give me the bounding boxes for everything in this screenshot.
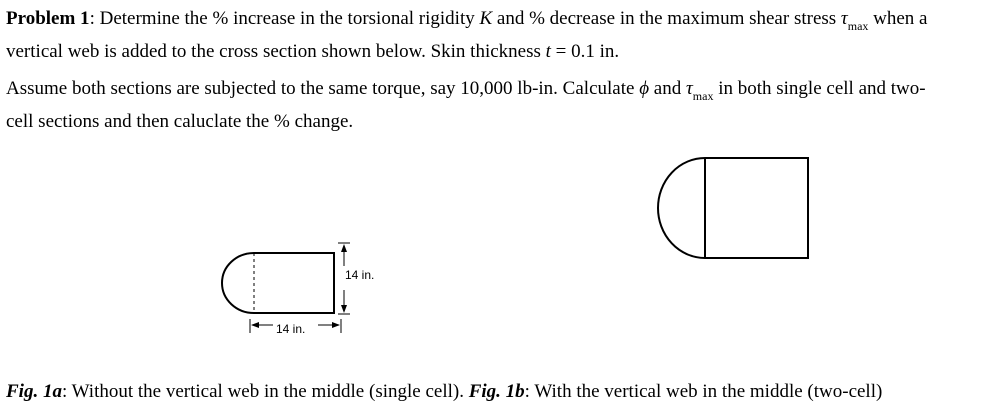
problem-text-2: and % decrease in the maximum shear stress xyxy=(492,8,841,29)
assume-text-4: cell sections and then caluclate the % change. xyxy=(6,111,354,132)
symbol-tau-2-subscript: max xyxy=(692,89,714,103)
fig-1a-height-label: 14 in. xyxy=(345,268,375,282)
problem-text-5: = 0.1 in. xyxy=(550,41,620,62)
caption-fig-1a-label: Fig. 1a xyxy=(6,381,62,402)
fig-1a-width-arrowhead-right xyxy=(332,322,340,328)
caption-fig-1b-text: : With the vertical web in the middle (two-cell) xyxy=(524,381,883,402)
fig-1a-width-arrowhead-left xyxy=(251,322,259,328)
problem-text-1: : Determine the % increase in the torsional rigidity xyxy=(89,8,480,29)
assume-text-1: Assume both sections are subjected to the same torque, say 10,000 lb-in. Calculate xyxy=(6,78,640,99)
symbol-t: t xyxy=(545,41,551,62)
symbol-tau-2: τ xyxy=(685,78,693,99)
fig-1a-height-arrowhead-up xyxy=(341,244,347,252)
figure-1a xyxy=(222,243,350,333)
symbol-tau: τ xyxy=(840,8,848,29)
symbol-tau-subscript: max xyxy=(847,19,869,33)
fig-1b-section-outline xyxy=(658,158,808,258)
figure-1b xyxy=(658,158,808,258)
fig-1a-height-arrowhead-down xyxy=(341,305,347,313)
caption-fig-1a-text: : Without the vertical web in the middle (single cell). xyxy=(61,381,469,402)
fig-1a-section-outline xyxy=(222,253,334,313)
figure-caption xyxy=(6,381,882,403)
assume-text-3: in both single cell and two- xyxy=(713,78,926,99)
fig-1a-width-label: 14 in. xyxy=(276,322,306,336)
problem-text-4: vertical web is added to the cross section shown below. Skin thickness xyxy=(6,41,546,62)
caption-fig-1b-label: Fig. 1b xyxy=(468,381,525,402)
symbol-k: K xyxy=(479,8,493,29)
assume-text-2: and xyxy=(649,78,686,99)
problem-text-3: when a xyxy=(868,8,928,29)
problem-label: Problem 1 xyxy=(6,8,90,29)
symbol-phi: ϕ xyxy=(639,78,650,99)
